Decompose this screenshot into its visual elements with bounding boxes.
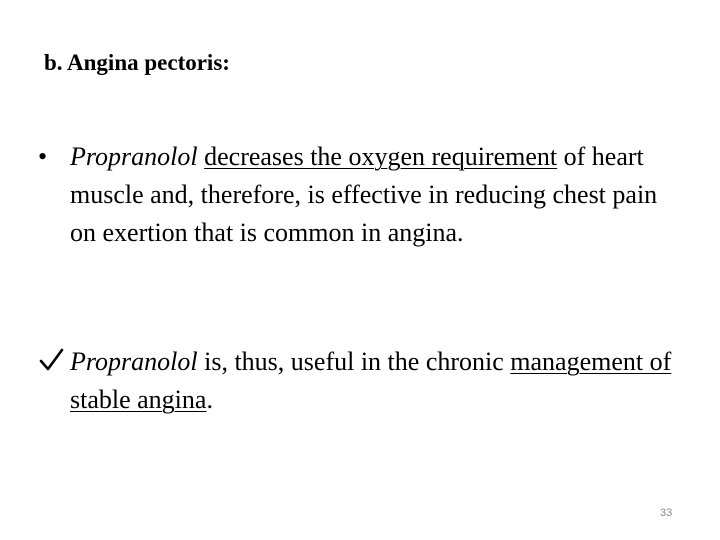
check-end-text: . [206,385,213,414]
bullet-point [38,138,688,252]
bullet-rest-text: of heart muscle and, therefore, is effective in reducing chest pain on exertion that is common in angina. [70,142,658,247]
underlined-phrase: management of stable angina [70,347,672,414]
check-mid-text: is, thus, useful in the chronic [204,347,504,376]
page-number: 33 [660,507,673,519]
drug-name: Propranolol [70,142,198,171]
underlined-phrase: decreases the oxygen requirement [204,142,558,171]
bullet-marker: • [38,142,48,171]
checkmark-icon [38,347,64,373]
bullet-text [70,138,688,252]
drug-name: Propranolol [70,347,198,376]
check-text [70,343,688,419]
slide-heading: b. Angina pectoris: [44,50,230,75]
check-point [38,343,688,419]
